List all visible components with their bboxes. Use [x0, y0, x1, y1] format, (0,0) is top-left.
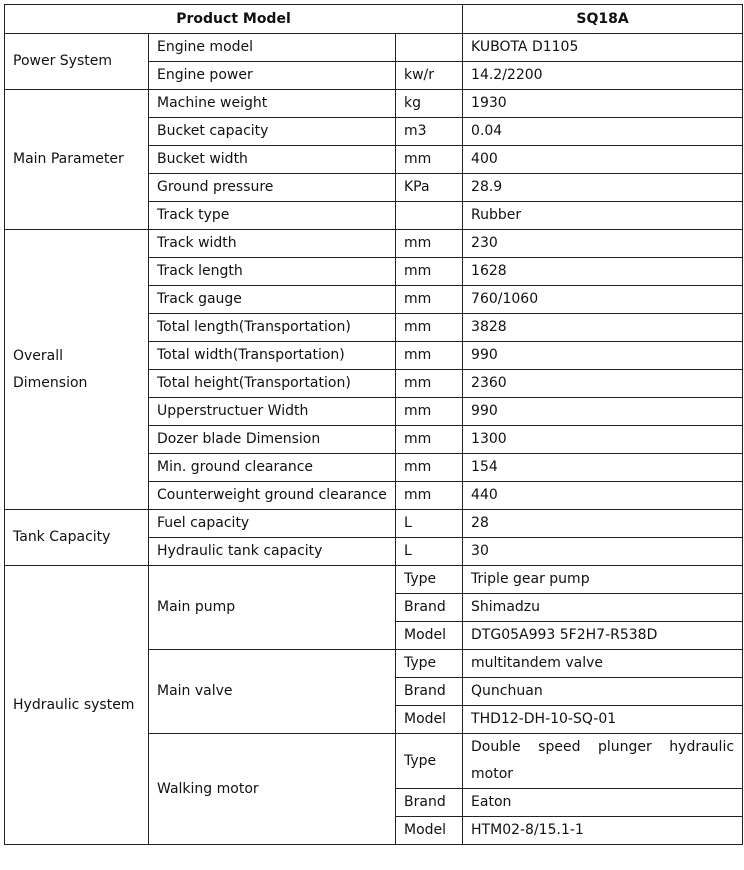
unit-cell: mm: [396, 482, 463, 510]
value-cell: HTM02-8/15.1-1: [463, 817, 743, 845]
value-cell: KUBOTA D1105: [463, 34, 743, 62]
param-cell: Track gauge: [149, 286, 396, 314]
param-cell: Hydraulic tank capacity: [149, 538, 396, 566]
unit-cell: mm: [396, 314, 463, 342]
param-cell: Bucket width: [149, 146, 396, 174]
unit-cell: mm: [396, 426, 463, 454]
unit-cell: L: [396, 538, 463, 566]
attr-cell: Brand: [396, 678, 463, 706]
value-cell: Shimadzu: [463, 594, 743, 622]
attr-cell: Type: [396, 566, 463, 594]
value-cell: 1300: [463, 426, 743, 454]
param-cell: Upperstructuer Width: [149, 398, 396, 426]
value-cell: 440: [463, 482, 743, 510]
param-cell: Counterweight ground clearance: [149, 482, 396, 510]
value-cell: 30: [463, 538, 743, 566]
attr-cell: Type: [396, 734, 463, 789]
category-overall-line1: Overall: [13, 347, 64, 364]
attr-cell: Model: [396, 817, 463, 845]
param-cell: Bucket capacity: [149, 118, 396, 146]
unit-cell: mm: [396, 370, 463, 398]
value-cell: 400: [463, 146, 743, 174]
param-cell: Total width(Transportation): [149, 342, 396, 370]
param-cell: Machine weight: [149, 90, 396, 118]
header-model-name: SQ18A: [463, 5, 743, 34]
value-cell: 3828: [463, 314, 743, 342]
component-main-pump: Main pump: [149, 566, 396, 650]
component-walking-motor: Walking motor: [149, 734, 396, 845]
category-overall-line2: Dimension: [13, 374, 88, 391]
param-cell: Min. ground clearance: [149, 454, 396, 482]
category-tank-capacity: Tank Capacity: [5, 510, 149, 566]
value-cell: 1628: [463, 258, 743, 286]
spec-table: [4, 4, 743, 845]
param-cell: Ground pressure: [149, 174, 396, 202]
table-row: [5, 566, 743, 594]
value-cell: 760/1060: [463, 286, 743, 314]
table-row: [5, 90, 743, 118]
unit-cell: kg: [396, 90, 463, 118]
category-overall-dimension: [5, 230, 149, 510]
unit-cell: mm: [396, 398, 463, 426]
value-cell: 990: [463, 342, 743, 370]
header-product-model: Product Model: [5, 5, 463, 34]
unit-cell: L: [396, 510, 463, 538]
unit-cell: mm: [396, 146, 463, 174]
value-cell: 1930: [463, 90, 743, 118]
component-main-valve: Main valve: [149, 650, 396, 734]
unit-cell: mm: [396, 286, 463, 314]
unit-cell: mm: [396, 342, 463, 370]
unit-cell: KPa: [396, 174, 463, 202]
param-cell: Track length: [149, 258, 396, 286]
param-cell: Track type: [149, 202, 396, 230]
unit-cell: [396, 34, 463, 62]
unit-cell: m3: [396, 118, 463, 146]
value-cell: Double speed plunger hydraulic motor: [463, 734, 743, 789]
value-cell: 990: [463, 398, 743, 426]
param-cell: Dozer blade Dimension: [149, 426, 396, 454]
unit-cell: mm: [396, 258, 463, 286]
table-row: [5, 510, 743, 538]
unit-cell: mm: [396, 230, 463, 258]
param-cell: Engine power: [149, 62, 396, 90]
param-cell: Fuel capacity: [149, 510, 396, 538]
attr-cell: Type: [396, 650, 463, 678]
category-power-system: Power System: [5, 34, 149, 90]
attr-cell: Model: [396, 706, 463, 734]
table-row: [5, 34, 743, 62]
value-cell: Rubber: [463, 202, 743, 230]
value-cell: 28: [463, 510, 743, 538]
header-row: [5, 5, 743, 34]
attr-cell: Model: [396, 622, 463, 650]
unit-cell: mm: [396, 454, 463, 482]
unit-cell: kw/r: [396, 62, 463, 90]
table-row: [5, 230, 743, 258]
value-cell: multitandem valve: [463, 650, 743, 678]
value-cell: 2360: [463, 370, 743, 398]
value-cell: DTG05A993 5F2H7-R538D: [463, 622, 743, 650]
param-cell: Engine model: [149, 34, 396, 62]
unit-cell: [396, 202, 463, 230]
param-cell: Total length(Transportation): [149, 314, 396, 342]
attr-cell: Brand: [396, 594, 463, 622]
value-cell: 154: [463, 454, 743, 482]
param-cell: Track width: [149, 230, 396, 258]
category-hydraulic-system: Hydraulic system: [5, 566, 149, 845]
attr-cell: Brand: [396, 789, 463, 817]
value-cell: 0.04: [463, 118, 743, 146]
value-cell: 28.9: [463, 174, 743, 202]
value-cell: THD12-DH-10-SQ-01: [463, 706, 743, 734]
value-cell: Triple gear pump: [463, 566, 743, 594]
value-cell: 14.2/2200: [463, 62, 743, 90]
category-main-parameter: Main Parameter: [5, 90, 149, 230]
value-cell: Qunchuan: [463, 678, 743, 706]
value-cell: 230: [463, 230, 743, 258]
value-cell: Eaton: [463, 789, 743, 817]
param-cell: Total height(Transportation): [149, 370, 396, 398]
